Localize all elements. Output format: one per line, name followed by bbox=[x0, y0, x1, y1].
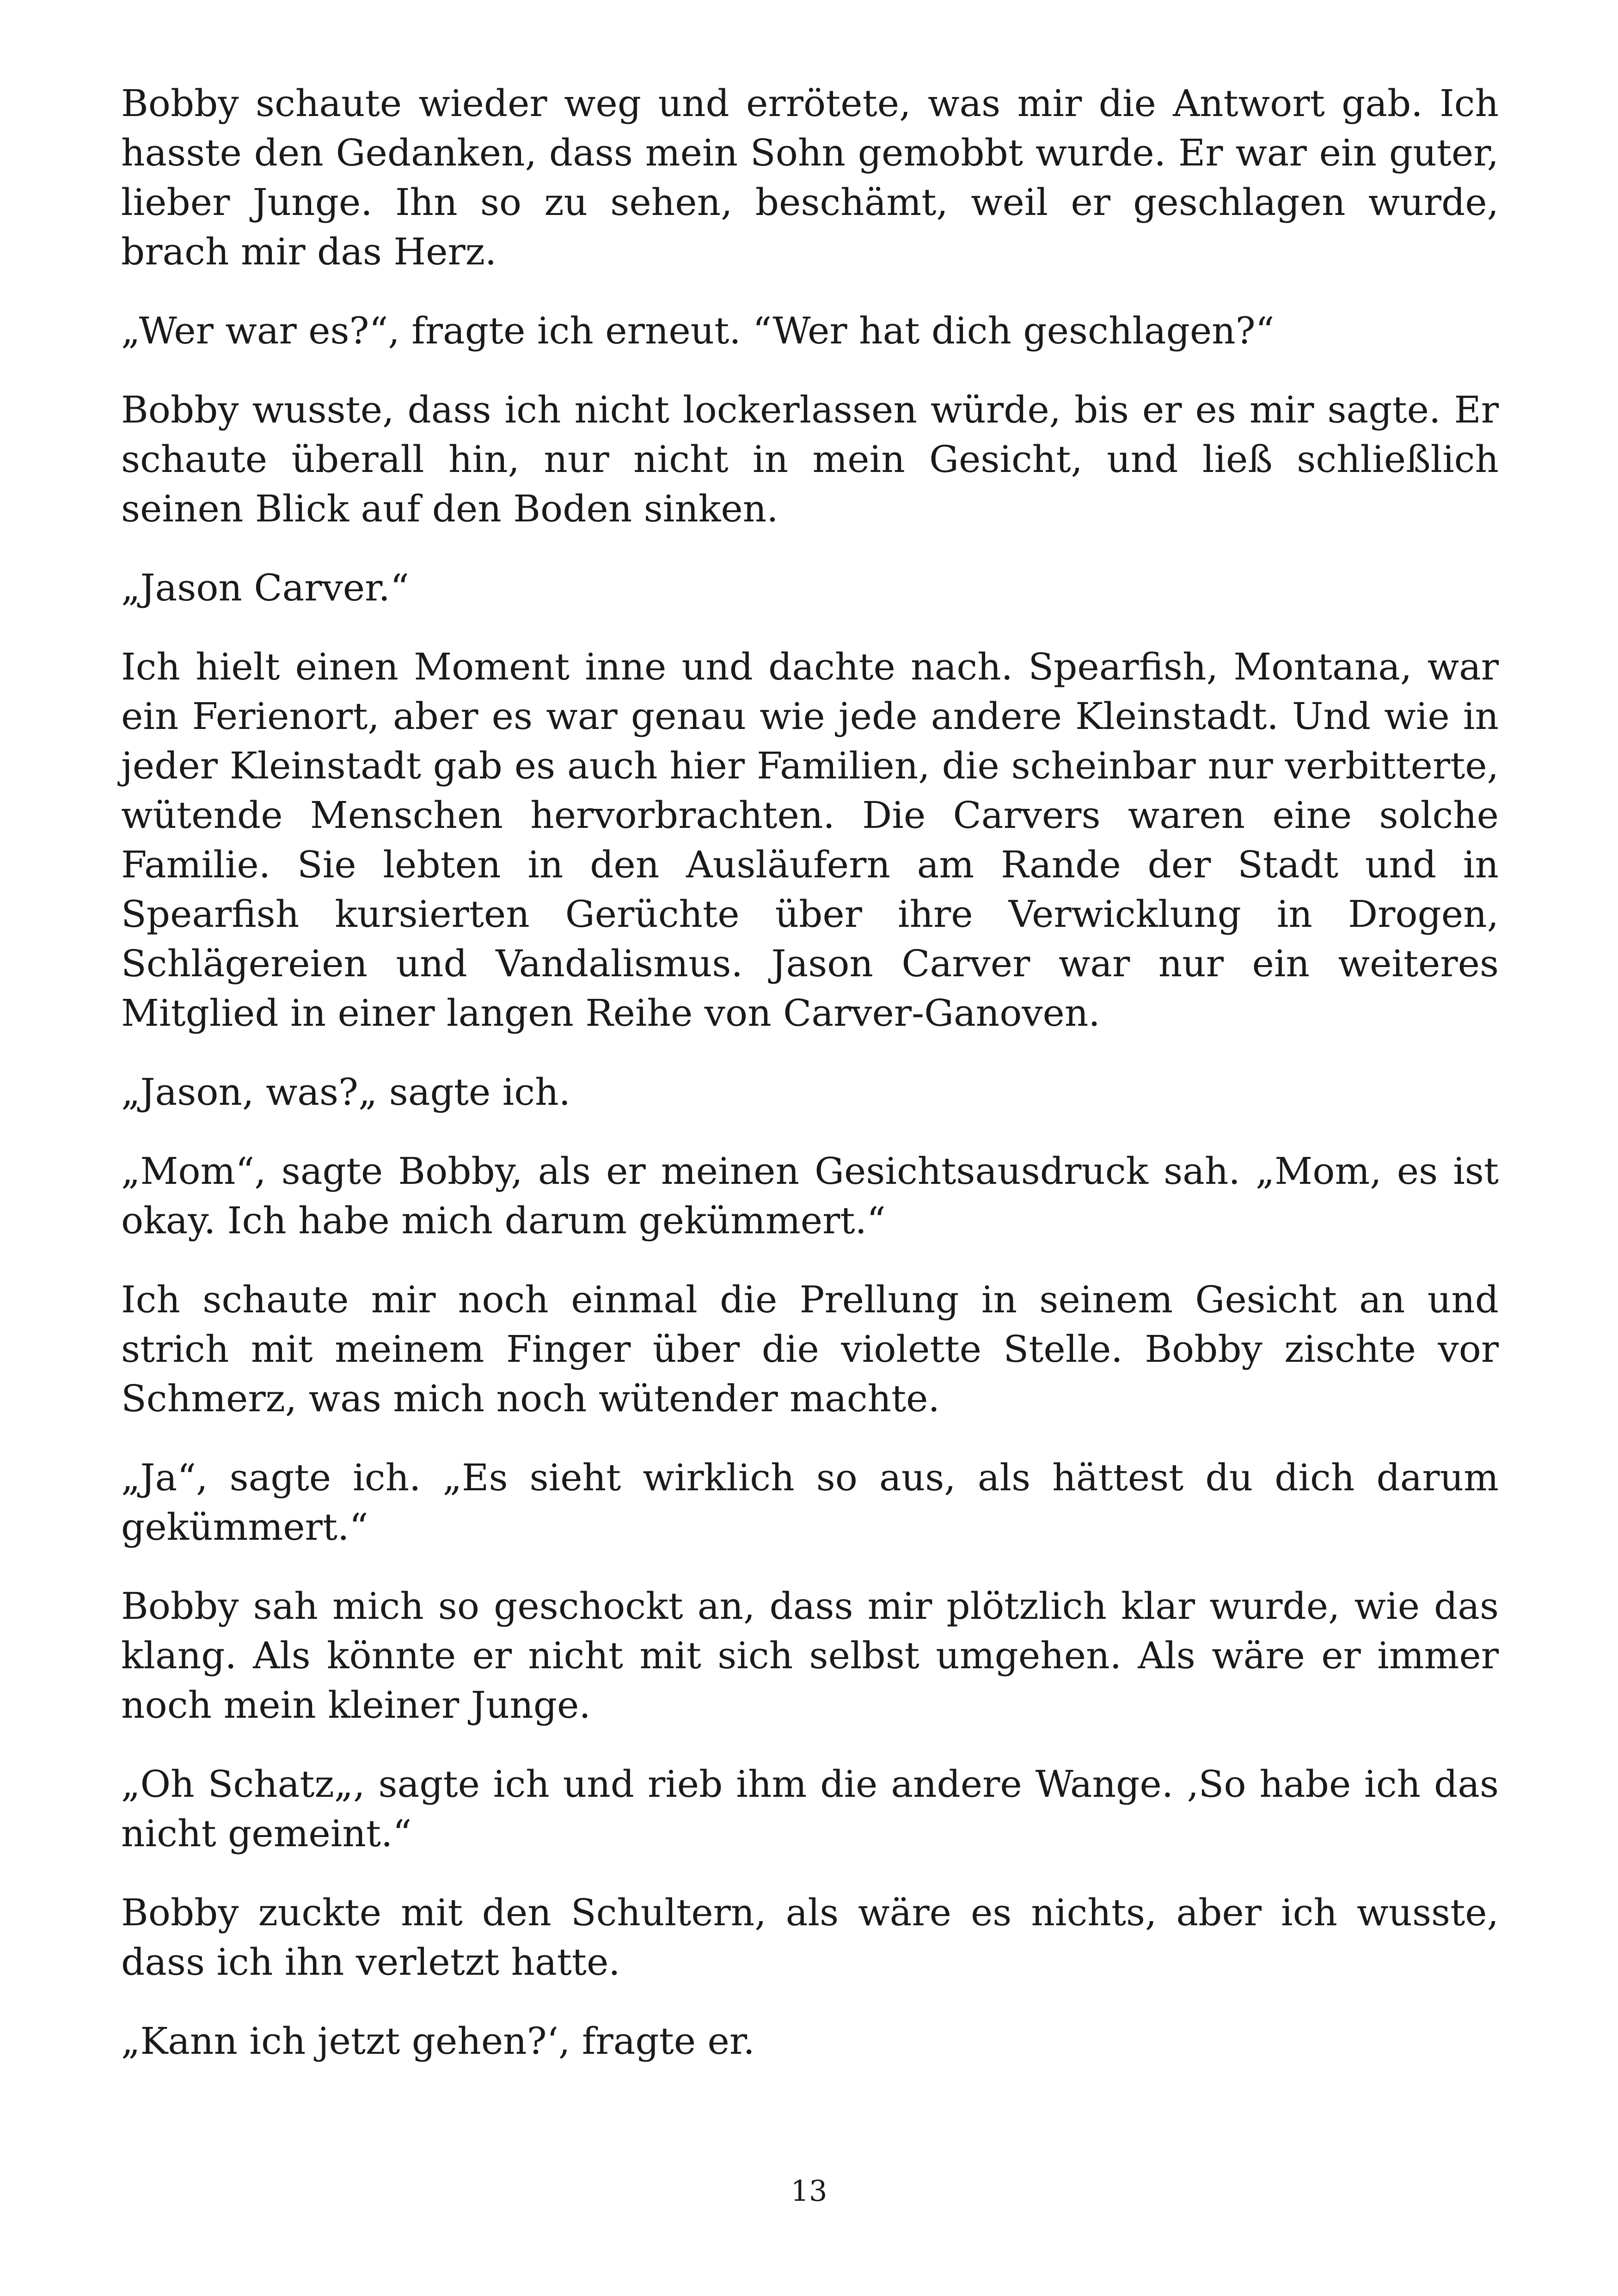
paragraph: „Oh Schatz„, sagte ich und rieb ihm die andere Wange. ‚So habe ich das nicht gemeint.“ bbox=[121, 1763, 1499, 1855]
paragraph: „Mom“, sagte Bobby, als er meinen Gesichtsausdruck sah. „Mom, es ist okay. Ich habe mich darum gekümmert.“ bbox=[121, 1150, 1499, 1242]
paragraph: „Kann ich jetzt gehen?‘, fragte er. bbox=[121, 2020, 755, 2063]
paragraph: Ich schaute mir noch einmal die Prellung in seinem Gesicht an und strich mit meinem Finger über die violette Stelle. Bobby zischte vor Schmerz, was mich noch wütender machte. bbox=[121, 1278, 1499, 1420]
paragraph: Ich hielt einen Moment inne und dachte nach. Spearfish, Montana, war ein Ferienort, aber es war genau wie jede andere Kleinstadt. Und wie in jeder Kleinstadt gab es auch hier Familien, die scheinbar nur verbitterte, wütende Menschen hervorbrachten. Die Carvers waren eine solche Familie. Sie lebten in den Ausläufern am Rande der Stadt und in Spearfish kursierten Gerüchte über ihre Verwicklung in Drogen, Schlägereien und Vandalismus. Jason Carver war nur ein weiteres Mitglied in einer langen Reihe von Carver-Ganoven. bbox=[121, 645, 1499, 1035]
paragraph: „Jason, was?„ sagte ich. bbox=[121, 1071, 571, 1114]
paragraph: Bobby schaute wieder weg und errötete, was mir die Antwort gab. Ich hasste den Gedanken, dass mein Sohn gemobbt wurde. Er war ein guter, lieber Junge. Ihn so zu sehen, beschämt, weil er geschlagen wurde, brach mir das Herz. bbox=[121, 82, 1499, 273]
paragraph: Bobby zuckte mit den Schultern, als wäre es nichts, aber ich wusste, dass ich ihn verletzt hatte. bbox=[121, 1891, 1499, 1984]
paragraph: „Jason Carver.“ bbox=[121, 566, 409, 609]
page-number: 13 bbox=[791, 2174, 827, 2208]
body-text bbox=[121, 79, 1499, 2095]
paragraph: „Wer war es?“, fragte ich erneut. “Wer hat dich geschlagen?“ bbox=[121, 309, 1275, 352]
paragraph: Bobby wusste, dass ich nicht lockerlassen würde, bis er es mir sagte. Er schaute überall hin, nur nicht in mein Gesicht, und ließ schließlich seinen Blick auf den Boden sinken. bbox=[121, 388, 1499, 530]
paragraph: Bobby sah mich so geschockt an, dass mir plötzlich klar wurde, wie das klang. Als könnte er nicht mit sich selbst umgehen. Als wäre er immer noch mein kleiner Junge. bbox=[121, 1585, 1499, 1727]
paragraph: „Ja“, sagte ich. „Es sieht wirklich so aus, als hättest du dich darum gekümmert.“ bbox=[121, 1456, 1499, 1549]
